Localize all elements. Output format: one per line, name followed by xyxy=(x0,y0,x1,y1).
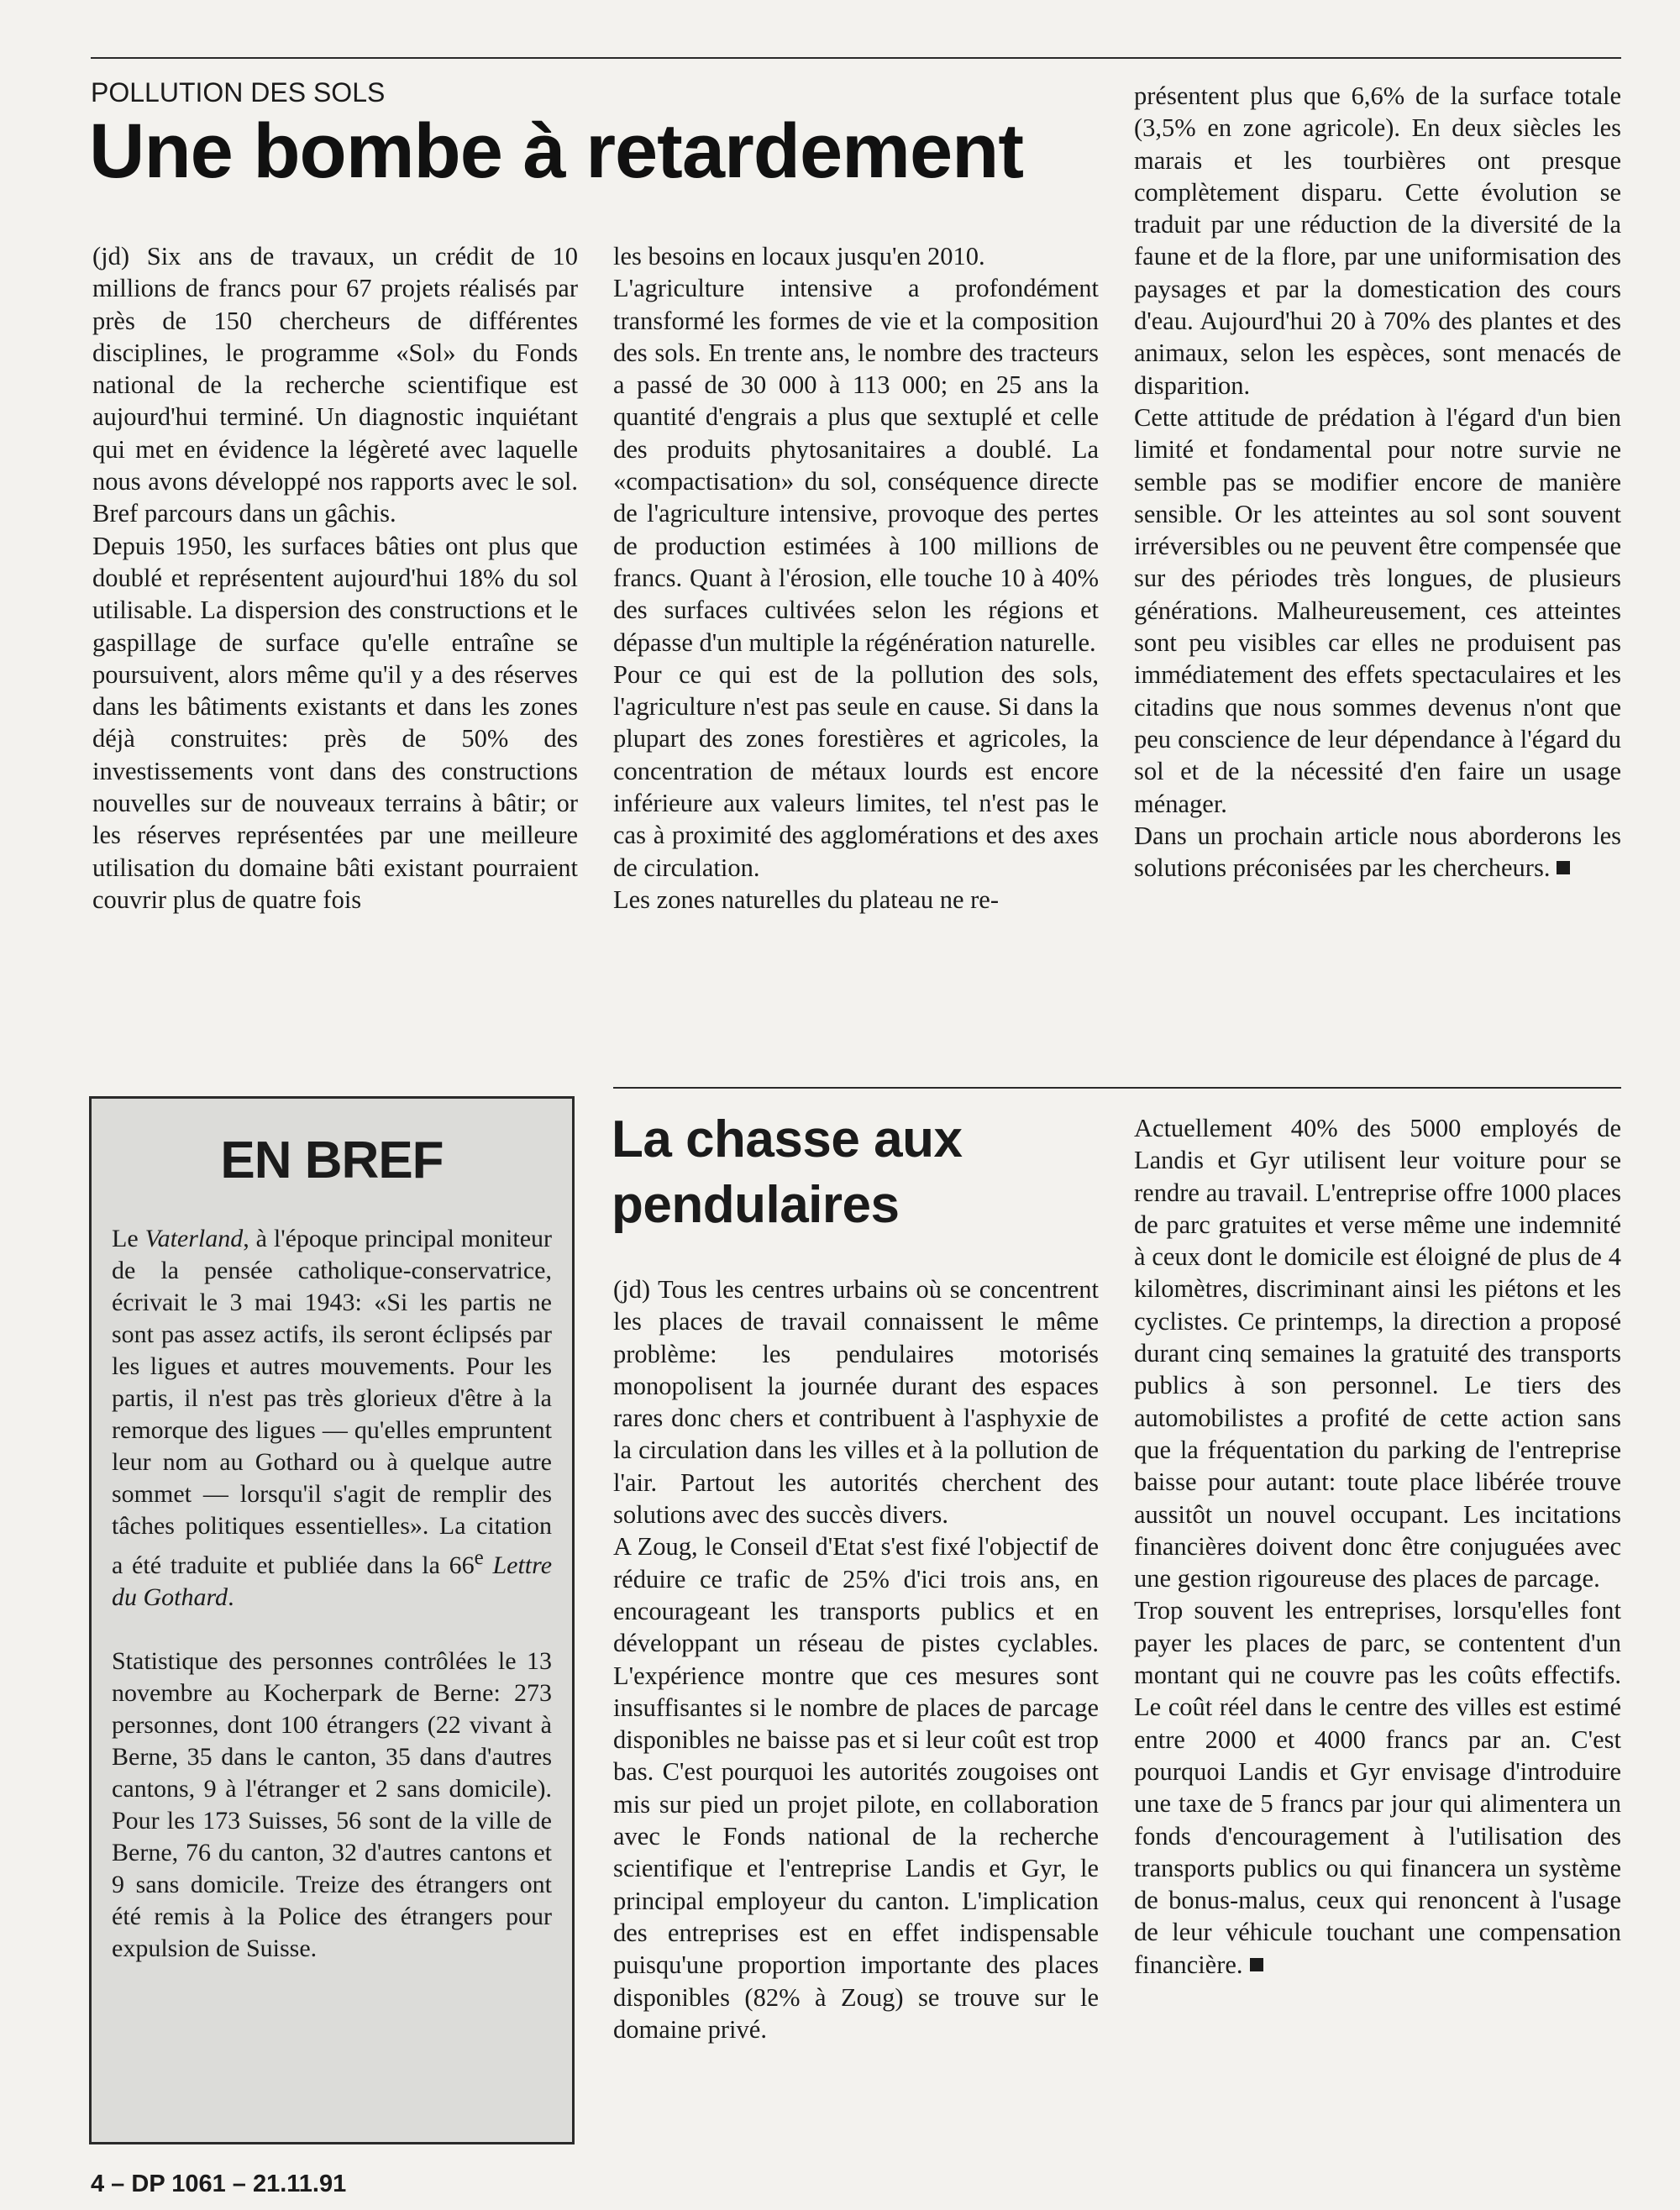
paragraph: Pour ce qui est de la pollution des sols, l'agriculture n'est pas seule en cause. Si dans la plupart des zones forestières et agricoles, la concentration de métaux lourds est encore inférieure aux valeurs limites, tel n'est pas le cas à proximité des agglomérations et des axes de circulation. xyxy=(613,659,1099,882)
paragraph: A Zoug, le Conseil d'Etat s'est fixé l'objectif de réduire ce trafic de 25% d'ici trois ans, en encourageant les transports publics et en développant un réseau de pistes cyclables. L'expérience montre que ces mesures sont insuffisantes si le nombre de places de parcage disponibles ne baisse pas et si leur coût est trop bas. C'est pourquoi les autorités zougoises ont mis sur pied un projet pilote, en collaboration avec le Fonds national de la recherche scientifique et l'entreprise Landis et Gyr, le principal employeur du canton. L'implication des entreprises est en effet indispensable puisqu'une proportion importante des places disponibles (82% à Zoug) se trouve sur le domaine privé. xyxy=(613,1532,1099,2044)
article2-column-1 xyxy=(613,1273,1099,2045)
article-headline: Une bombe à retardement xyxy=(89,108,1023,194)
en-bref-paragraph-2: Statistique des personnes contrôlées le 13 novembre au Kocherpark de Berne: 273 personnes, dont 100 étrangers (22 vivant à Berne, 35 dans le canton, 35 dans d'autres cantons, 9 à l'étranger et 2 sans domicile). Pour les 173 Suisses, 56 sont de la ville de Berne, 76 du canton, 32 d'autres cantons et 9 sans domicile. Treize des étrangers ont été remis à la Police des étrangers pour expulsion de Suisse. xyxy=(112,1647,552,1962)
paragraph: L'agriculture intensive a profondément transformé les formes de vie et la composition des sols. En trente ans, le nombre des tracteurs a passé de 30 000 à 113 000; en 25 ans la quantité d'engrais a plus que sextuplé et celle des produits phytosanitaires a doublé. La «compactisation» du sol, conséquence directe de l'agriculture intensive, provoque des pertes de production estimées à 100 millions de francs. Quant à l'érosion, elle touche 10 à 40% des surfaces cultivées selon les régions et dépasse d'un multiple la régénération naturelle. xyxy=(613,274,1099,657)
en-bref-title: EN BREF xyxy=(220,1131,444,1189)
end-mark-icon xyxy=(1250,1958,1263,1971)
en-bref-paragraph-1: Le Vaterland, à l'époque principal moniteur de la pensée catholique-conservatrice, écrivait le 3 mai 1943: «Si les partis ne sont pas assez actifs, ils seront éclipsés par les ligues et autres mouvements. Pour les partis, il n'est pas très glorieux d'être à la remorque des ligues — qu'elles empruntent leur nom au Gothard ou à quelque autre sommet — lorsqu'il s'agit de remplir des tâches politiques essentielles». La citation a été traduite et publiée dans la 66e Lettre du Gothard. xyxy=(112,1225,553,1611)
article1-column-1 xyxy=(92,240,578,916)
paragraph-text: Dans un prochain article nous aborderons les solutions préconisées par les chercheurs. xyxy=(1134,821,1621,883)
paragraph: présentent plus que 6,6% de la surface totale (3,5% en zone agricole). En deux siècles les marais et les tourbières ont presque complètement disparu. Cette évolution se traduit par une réduction de la diversité de la faune et de la flore, par une uniformisation des paysages et par la domestication des cours d'eau. Aujourd'hui 20 à 70% des plantes et des animaux, selon les espèces, sont menacés de disparition. xyxy=(1134,81,1621,400)
paragraph: (jd) Tous les centres urbains où se concentrent les places de travail connaissent le même problème: les pendulaires motorisés monopolisent la journée durant des espaces rares donc chers et contribuent à l'asphyxie de la circulation dans les villes et à la pollution de l'air. Partout les autorités cherchent des solutions avec des succès divers. xyxy=(613,1275,1099,1530)
paragraph-last xyxy=(1134,1594,1621,1981)
paragraph-text: Trop souvent les entreprises, lorsqu'elles font payer les places de parc, se contentent d'un montant qui ne couvre pas les coûts effectifs. Le coût réel dans le centre des villes est estimé entre 2000 et 4000 francs par an. C'est pourquoi Landis et Gyr envisage d'introduire une taxe de 5 francs par jour qui alimentera un fonds d'encouragement à l'utilisation des transports publics ou qui financera un système de bonus-malus, ceux qui renoncent à l'usage de leur véhicule touchant une compensation financière. xyxy=(1134,1596,1621,1979)
paragraph-last xyxy=(1134,820,1621,885)
paragraph: (jd) Six ans de travaux, un crédit de 10 millions de francs pour 67 projets réalisés par près de 150 chercheurs de différentes disciplines, le programme «Sol» du Fonds national de la recherche scientifique est aujourd'hui terminé. Un diagnostic inquiétant qui met en évidence la légèreté avec laquelle nous avons développé nos rapports avec le sol. Bref parcours dans un gâchis. xyxy=(92,242,578,528)
publication-name: Lettre du Gothard xyxy=(112,1551,553,1611)
section-kicker: POLLUTION DES SOLS xyxy=(91,77,386,108)
article2-column-2 xyxy=(1134,1112,1621,1981)
publication-name: Vaterland xyxy=(144,1225,244,1252)
paragraph: Cette attitude de prédation à l'égard d'un bien limité et fondamental pour notre survie ne semble pas se modifier encore de manière sensible. Or les atteintes au sol sont souvent irréversibles ou ne peuvent être compensée que sur des périodes très longues, de plusieurs générations. Malheureusement, ces atteintes sont peu visibles car elles ne produisent pas immédiatement des effets spectaculaires et les citadins que nous sommes devenus n'ont que peu conscience de leur dépendance à l'égard du sol et de la nécessité d'en faire un usage ménager. xyxy=(1134,402,1621,818)
paragraph: Actuellement 40% des 5000 employés de Landis et Gyr utilisent leur voiture pour se rendre au travail. L'entreprise offre 1000 places de parc gratuites et verse même une indemnité à ceux dont le domicile est éloigné de plus de 4 kilomètres, discriminant ainsi les piétons et les cyclistes. Ce printemps, la direction a proposé durant cinq semaines la gratuité des transports publics à son personnel. Le tiers des automobilistes a profité de cette action sans que la fréquentation du parking de l'entreprise baisse pour autant: toute place libérée trouve aussitôt un nouvel occupant. Les incitations financières doivent donc être conjuguées avec une gestion rigoureuse des places de parcage. xyxy=(1134,1114,1621,1593)
en-bref-box xyxy=(89,1096,575,2144)
end-mark-icon xyxy=(1557,861,1570,874)
paragraph: Depuis 1950, les surfaces bâties ont plus que doublé et représentent aujourd'hui 18% du sol utilisable. La dispersion des constructions et le gaspillage de surface qu'elle entraîne se poursuivent, alors même qu'il y a des réserves dans les bâtiments existants et dans les zones déjà construites: près de 50% des investissements vont dans des constructions nouvelles sur de nouveaux terrains à bâtir; or les réserves représentées par une meilleure utilisation du domaine bâti existant pourraient couvrir plus de quatre fois xyxy=(92,531,578,914)
section-rule-right xyxy=(613,1087,1621,1089)
top-rule xyxy=(91,57,1621,59)
paragraph: Les zones naturelles du plateau ne re- xyxy=(613,885,999,914)
paragraph: les besoins en locaux jusqu'en 2010. xyxy=(613,242,985,270)
en-bref-text xyxy=(112,1223,552,1965)
article2-headline: La chasse aux pendulaires xyxy=(612,1110,963,1234)
page-footer: 4 – DP 1061 – 21.11.91 xyxy=(91,2171,347,2197)
article1-column-2 xyxy=(613,240,1099,916)
article1-column-3 xyxy=(1134,80,1621,884)
